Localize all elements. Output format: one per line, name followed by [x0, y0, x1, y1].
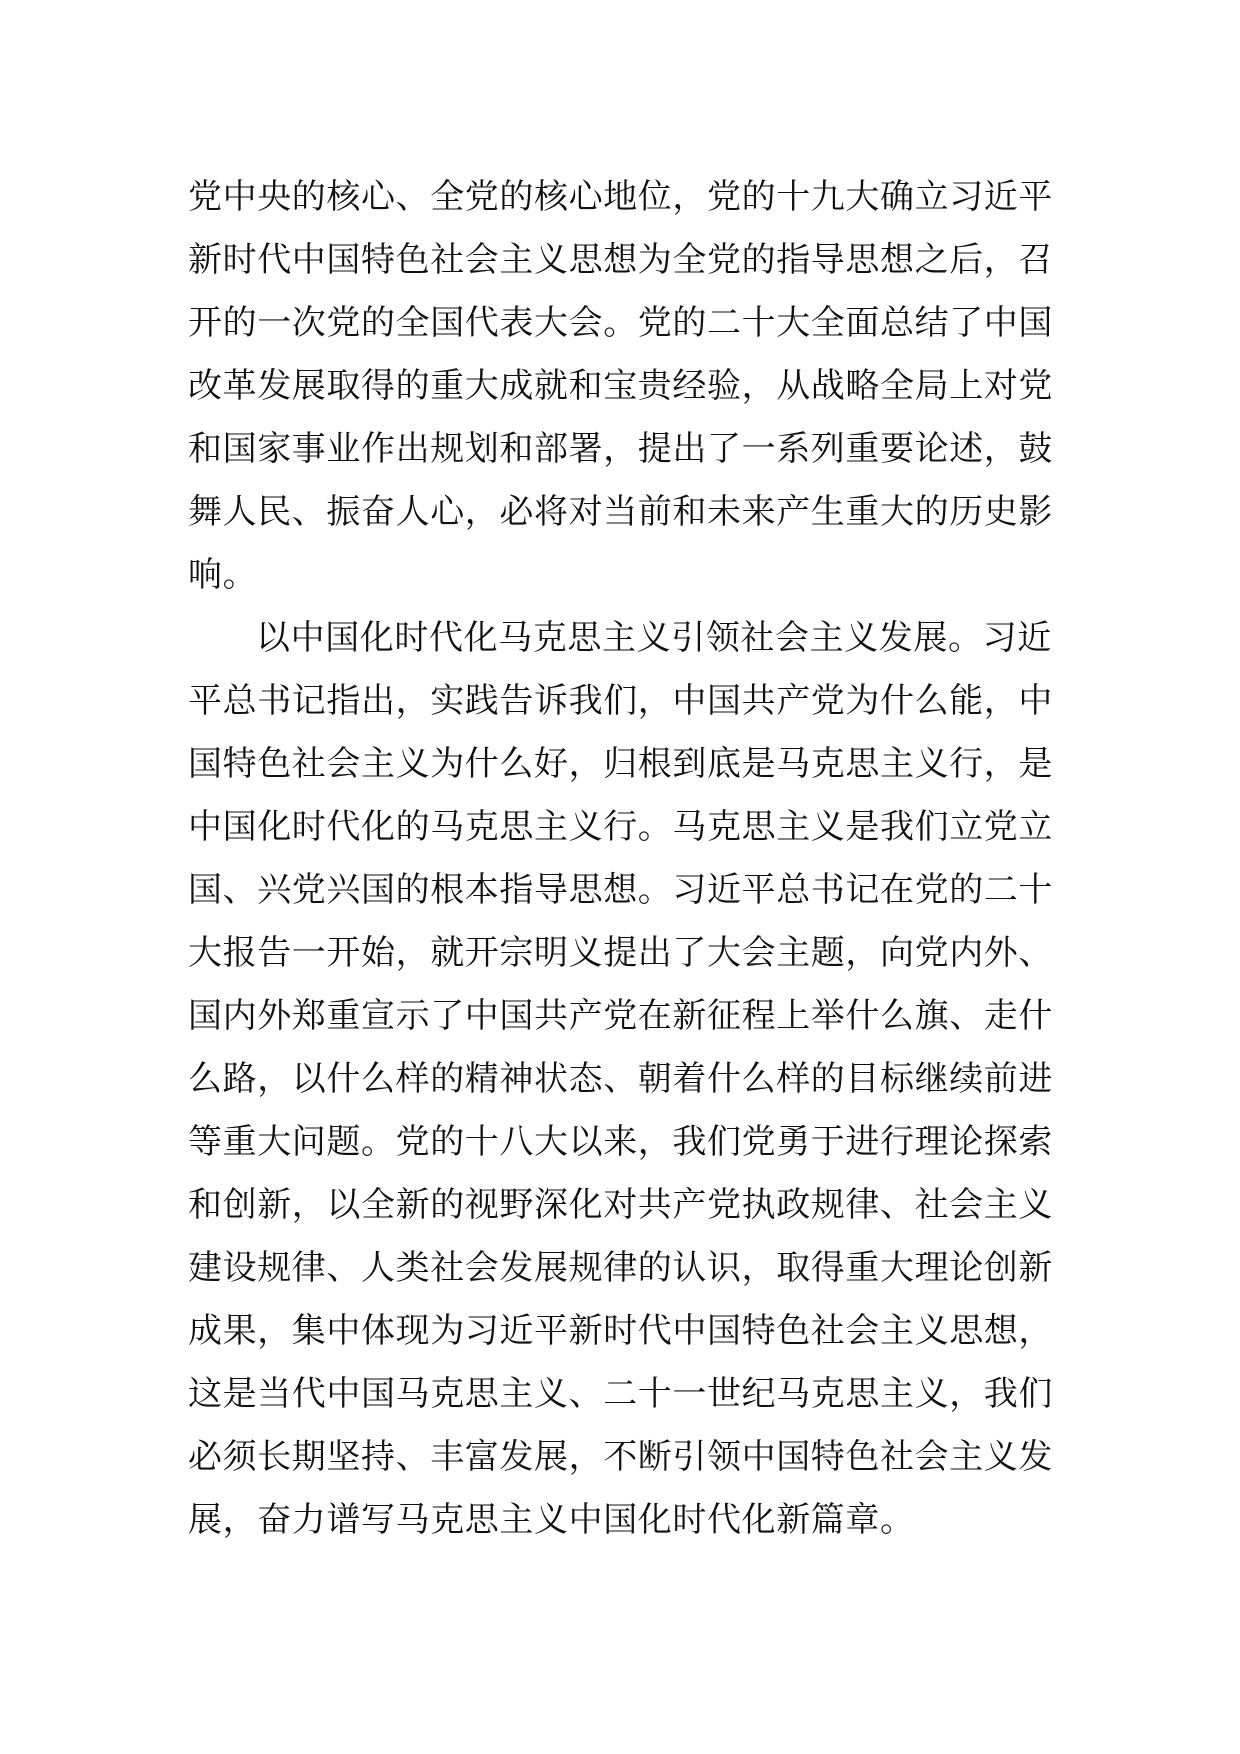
paragraph-1	[188, 166, 1058, 607]
text-line-indented: 以中国化时代化马克思主义引领社会主义发展。习近	[256, 618, 1052, 658]
text-line: 建设规律、人类社会发展规律的认识，取得重大理论创新	[188, 1248, 1053, 1288]
text-line: 舞人民、振奋人心，必将对当前和未来产生重大的历史影	[188, 492, 1053, 532]
text-line: 必须长期坚持、丰富发展，不断引领中国特色社会主义发	[188, 1437, 1053, 1477]
text-line: 国、兴党兴国的根本指导思想。习近平总书记在党的二十	[188, 870, 1053, 910]
text-line: 新时代中国特色社会主义思想为全党的指导思想之后，召	[188, 240, 1053, 280]
text-line: 等重大问题。党的十八大以来，我们党勇于进行理论探索	[188, 1122, 1053, 1162]
document-body	[188, 166, 1058, 1552]
text-line: 党中央的核心、全党的核心地位，党的十九大确立习近平	[188, 177, 1053, 217]
text-line: 和创新，以全新的视野深化对共产党执政规律、社会主义	[188, 1185, 1053, 1225]
text-line: 大报告一开始，就开宗明义提出了大会主题，向党内外、	[188, 933, 1053, 973]
text-line: 这是当代中国马克思主义、二十一世纪马克思主义，我们	[188, 1374, 1053, 1414]
text-line: 和国家事业作出规划和部署，提出了一系列重要论述，鼓	[188, 429, 1053, 469]
text-line: 么路，以什么样的精神状态、朝着什么样的目标继续前进	[188, 1059, 1053, 1099]
text-line: 国内外郑重宣示了中国共产党在新征程上举什么旗、走什	[188, 996, 1053, 1036]
text-line: 改革发展取得的重大成就和宝贵经验，从战略全局上对党	[188, 366, 1053, 406]
text-line: 国特色社会主义为什么好，归根到底是马克思主义行，是	[188, 744, 1053, 784]
text-line: 成果，集中体现为习近平新时代中国特色社会主义思想，	[188, 1311, 1053, 1351]
text-line: 响。	[188, 555, 258, 595]
text-line: 平总书记指出，实践告诉我们，中国共产党为什么能，中	[188, 681, 1053, 721]
text-line: 展，奋力谱写马克思主义中国化时代化新篇章。	[188, 1500, 915, 1540]
paragraph-2	[188, 607, 1058, 1552]
text-line: 中国化时代化的马克思主义行。马克思主义是我们立党立	[188, 807, 1053, 847]
text-line: 开的一次党的全国代表大会。党的二十大全面总结了中国	[188, 303, 1053, 343]
